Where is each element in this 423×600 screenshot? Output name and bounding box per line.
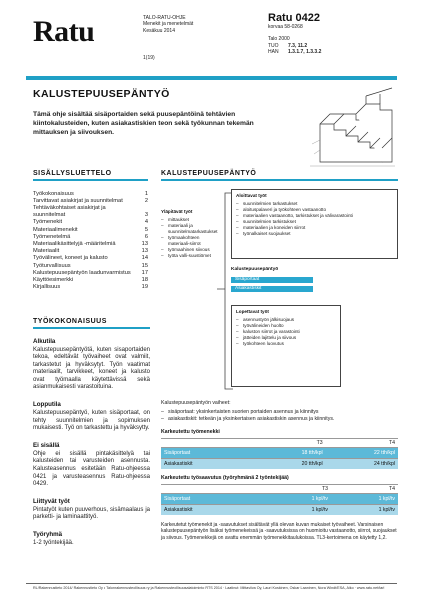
work-phases-intro: Kalustepuusepäntyön vaiheet:	[161, 399, 231, 406]
toc-item-label: Työvälineet, koneet ja kalusto	[33, 255, 108, 262]
work-phases-list	[161, 409, 398, 423]
toc-item	[33, 255, 148, 262]
table1-header-row	[161, 438, 398, 447]
list-item: – työta valli-suustiömet	[161, 253, 219, 259]
pub-line-3: Kesäkuu 2014	[143, 27, 175, 34]
subsection-text: Kalustepuusepäntyötä, kuten sisaportaiden tekoa, edeltävät työvaiheet ovat valmiit, tarkastetut ja hyväksytyt. Työn vaatimat materiaalit, tarvikkeet, koneet ja kalusto ovat työmaalla käytettävissä sekä asianmukaisesti varastoituina.	[33, 346, 150, 391]
toc-item	[33, 191, 148, 198]
toc-item-label: Materiaalit	[33, 248, 60, 255]
header-accent-bar	[26, 76, 397, 80]
toc-item-page: 3	[144, 212, 148, 219]
toc-item-page: 14	[141, 255, 148, 262]
toc-item-label: Tehtäväkohtaiset asiakirjat ja	[33, 204, 106, 211]
toc-item	[33, 241, 148, 248]
table1-caption: Karkeutettu työmenekki	[161, 428, 220, 435]
page-footer: RL/Rakennustieto 2014/ Rakennustieto Oy • Talonrakennusteollisuus ry ja Rakennusteollisuusalatoiminto RTS 2014 · Laatinut: Mittaviiva Oy, Lauri Koskinen, Oskar Laaninen, Nora Windt/ESA, Aiko · www.ratu.net/tarl	[33, 586, 385, 590]
work-phases	[161, 400, 398, 423]
toc-item-page: 5	[144, 226, 148, 233]
right-column	[161, 170, 398, 541]
toc-item-label: Materiaalimenekit	[33, 226, 78, 233]
tuo-label: TUO	[268, 42, 279, 49]
toc-item-label: Työmenekit	[33, 219, 63, 226]
toc-item	[33, 263, 148, 270]
work-phase-item: – sisäportaat: yksinkertaisten suorien portaiden asennus ja kiinnitys	[161, 409, 398, 416]
toc-item-page: 2	[144, 197, 148, 204]
aloittavat-title: Aloittavat työt	[236, 192, 267, 198]
kalustepuusepantyo-title: Kalustepuusepäntyö	[231, 266, 279, 272]
page-number: 1(19)	[143, 55, 155, 61]
intro-text: Tämä ohje sisältää sisäportaiden sekä puusepäntöinä tehtävien kiintokalusteiden, kuten asiakastiskien teon sekä työkunnan tekemän mittauksen ja siivouksen.	[33, 111, 254, 137]
diagram-heading-rule	[161, 179, 398, 181]
toc-list	[33, 191, 148, 292]
ylapitavat-list	[161, 217, 219, 259]
lopettavat-box	[231, 305, 341, 387]
list-item: – materiaali ja suunnitelmatarkastukset	[161, 223, 219, 235]
subsection-title: Alkutila	[33, 337, 56, 345]
toc-item-page: 19	[141, 284, 148, 291]
toc-item-label: Työturvallisuus	[33, 262, 71, 269]
subsection-text: Pintatyöt kuten puuverhous, sisämaalaus ja parketti- ja laminaattityö.	[33, 506, 150, 521]
tyokokonaisuus-body	[33, 338, 150, 548]
table-row	[161, 493, 398, 504]
subsection-text: Kalustepuusepäntyö, kuten sisäportaat, on tehty suunnitelmien ja sopimuksen mukaisesti. Työ on tarkastettu ja hyväksytty.	[33, 410, 150, 432]
toc-item-label: suunnitelmat	[33, 212, 66, 219]
toc-item-label: Työmenetelmä	[33, 233, 71, 240]
aloittavat-list	[236, 201, 393, 237]
toc-item	[33, 270, 148, 277]
toc-item	[33, 248, 148, 255]
toc-item	[33, 198, 148, 205]
toc-item	[33, 284, 148, 291]
subsection-text: Ohje ei sisällä pintakäsittelyä tai kalusteiden tai varusteiden asennusta. Kalusteasennus esitetään Ratu-ohjeessa 0421 ja varusteasennus Ratu-ohjeessa 0429.	[33, 450, 150, 488]
band-asiakastiskit: Asiakastiskit	[231, 286, 313, 293]
toc-item	[33, 234, 148, 241]
document-meta	[268, 12, 408, 56]
toc-item	[33, 212, 148, 219]
toc-item-label: Kalustepuusepäntyön laadunvarmistus	[33, 269, 131, 276]
list-item: – suunnitelmien tarkastukset	[236, 201, 393, 207]
table1-row1-t4: 22 tth/kpl	[326, 447, 398, 458]
subsection-title: Ei sisällä	[33, 441, 60, 449]
list-item: – työkohteen luovutus	[236, 341, 336, 347]
table2-row1-label: Sisäportaat	[161, 493, 264, 504]
table1-col-t4: T4	[326, 438, 398, 447]
lopettavat-list	[236, 317, 336, 347]
toc-item-page: 15	[141, 262, 148, 269]
page-title: KALUSTEPUUSEPÄNTYÖ	[33, 88, 170, 100]
list-item: – jätteiden lajittelu ja siivous	[236, 335, 336, 341]
list-item: – asennustyön jälkisuojaus	[236, 317, 336, 323]
table-row	[161, 504, 398, 515]
table1-row2-t3: 20 tth/kpl	[253, 458, 325, 469]
aloittavat-box	[231, 189, 398, 259]
document-code: Ratu 0422	[268, 12, 320, 24]
table1-col-t3: T3	[253, 438, 325, 447]
subsection-title: Liittyvät työt	[33, 497, 70, 505]
toc-item	[33, 277, 148, 284]
table2-row1-t3: 1 kpl/tv	[264, 493, 331, 504]
table1-row1-label: Sisäportaat	[161, 447, 253, 458]
tyosaavutus-table	[161, 484, 398, 515]
toc-item-label: Materiaalikäsittelyjä -määritelmiä	[33, 240, 116, 247]
toc-item-page: 13	[141, 248, 148, 255]
table1-row2-t4: 24 tth/kpl	[326, 458, 398, 469]
ratu-logo: Ratu	[33, 15, 95, 48]
page-header	[0, 0, 423, 72]
tyokokonaisuus-heading: TYÖKOKONAISUUS	[33, 318, 107, 325]
work-phase-item: – asiakastiskit: tetkeän ja yksinkertaisen asiakastiskin asennus ja kiinnitys.	[161, 416, 398, 423]
list-item: – materiaalien vastaanotto, tarkistukset ja välivarastointi	[236, 213, 393, 219]
table2-row2-t3: 1 kpl/tv	[264, 504, 331, 515]
han-value: 1.3.1.7, 1.3.3.2	[288, 49, 322, 56]
subsection-title: Lopputila	[33, 401, 61, 409]
table2-row2-label: Asiakastiskit	[161, 504, 264, 515]
toc-item-label: Kirjallisuus	[33, 284, 61, 291]
toc-item-page: 18	[141, 276, 148, 283]
toc-item-page: 6	[144, 233, 148, 240]
tyokokonaisuus-section	[33, 318, 150, 548]
list-item: – työmaahinen siivous	[161, 247, 219, 253]
list-item: – työnalkaiset suojaukset	[236, 231, 393, 237]
toc-item-page: 13	[141, 240, 148, 247]
list-item: – materiaalien ja koneiden siirrot	[236, 225, 393, 231]
toc-section	[33, 170, 148, 291]
table2-caption: Karkeutettu työsaavutus (työryhmänä 2 työntekijää)	[161, 474, 289, 481]
table1-row2-label: Asiakastiskit	[161, 458, 253, 469]
toc-item-page: 4	[144, 219, 148, 226]
footer-rule	[26, 583, 397, 584]
table-row	[161, 458, 398, 469]
table1-row1-t3: 18 tth/kpl	[253, 447, 325, 458]
han-row	[268, 49, 408, 55]
toc-item-page: 1	[144, 190, 148, 197]
replaces-note: korvaa 58-0268	[268, 24, 303, 30]
band-sisaportaat: Sisäportaat	[231, 277, 313, 284]
toc-item-page	[139, 205, 148, 212]
tyokokonaisuus-heading-rule	[33, 327, 150, 329]
list-item: – aloituspalaveri ja työkohteen vastaanotto	[236, 207, 393, 213]
toc-item-label: Käyttöesimerkki	[33, 276, 74, 283]
table2-row1-t4: 1 kpl/tv	[331, 493, 398, 504]
list-item: – kaluston siirrot ja varastointi	[236, 329, 336, 335]
pub-line-2: Menekit ja menetelmät	[143, 21, 194, 28]
list-item: – suunnitelmien tarkistukset	[236, 219, 393, 225]
table-row	[161, 447, 398, 458]
work-phase-diagram	[161, 189, 398, 394]
toc-item	[33, 227, 148, 234]
table-footnote: Karkeutetut työmenekit ja -saavutukset sisältävät yllä olevan kuvan mukaiset työvaiheet. Varsinaisen kalustepuusepäntyön lisäksi työmenekeissä ja -saavutuksissa on huomioitu vastaanotto, siirrot, suojaukset ja siivous. Työmenekkejä on avattu enemmän työmenekkitaulukoissa. TL3-kertoimena on käytetty 1,2.	[161, 521, 397, 541]
table2-corner	[161, 484, 264, 493]
list-item: – työvälineiden huolto	[236, 323, 336, 329]
table2-header-row	[161, 484, 398, 493]
toc-item	[33, 219, 148, 226]
table2-col-t3: T3	[264, 484, 331, 493]
pub-line-1: TALO-RATU-OHJE	[143, 15, 186, 21]
toc-item	[33, 205, 148, 212]
staircase-illustration	[300, 84, 400, 170]
toc-item-label: Työkokonaisuus	[33, 190, 74, 197]
toc-heading-rule	[33, 179, 148, 181]
subsection-title: Työryhmä	[33, 531, 63, 538]
toc-heading: SISÄLLYSLUETTELO	[33, 170, 112, 177]
lopettavat-title: Lopettavat työt	[236, 308, 269, 314]
diagram-heading: KALUSTEPUUSEPÄNTYÖ	[161, 170, 257, 177]
han-label: HAN	[268, 49, 279, 56]
ylapitavat-box	[161, 209, 219, 331]
list-item: – työmaakohteen materiaali-siirrot	[161, 235, 219, 247]
ylapitavat-title: Yläpitävät työt	[161, 208, 193, 214]
publication-info	[143, 15, 194, 61]
table1-corner	[161, 438, 253, 447]
talo-code: Talo 2000	[268, 36, 290, 43]
table2-row2-t4: 1 kpl/tv	[331, 504, 398, 515]
toc-item-label: Tarvittavat asiakirjat ja suunnitelmat	[33, 197, 123, 204]
list-item: – mittaukset	[161, 217, 219, 223]
toc-item-page: 17	[141, 269, 148, 276]
tuo-value: 7.3, 11.2	[288, 42, 308, 49]
subsection-text: 1-2 työntekijää.	[33, 540, 74, 546]
table2-col-t4: T4	[331, 484, 398, 493]
tyomenekki-table	[161, 438, 398, 469]
